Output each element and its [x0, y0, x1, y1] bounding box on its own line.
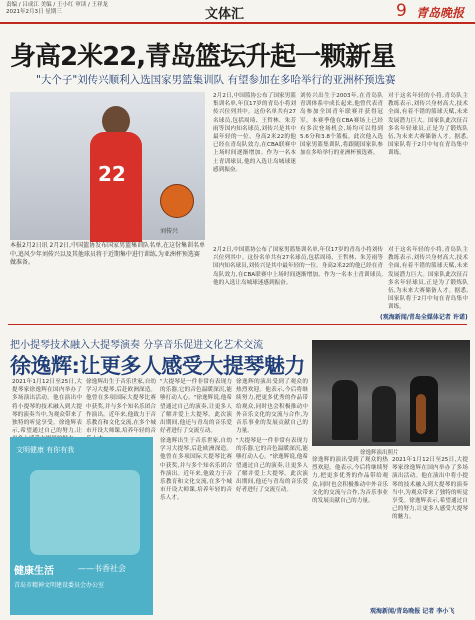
article2-kicker: 把小提琴技术融入大提琴演奏 分享音乐促进文化艺术交流: [10, 340, 264, 351]
photo-label: 刘传兴: [160, 228, 179, 235]
poster-subtitle: ——书香社会: [78, 564, 126, 573]
cello-icon: [416, 394, 426, 434]
article2-photo-caption: 徐逸辉演出照片: [360, 450, 399, 456]
article1-headline: 身高2米22,青岛篮坛升起一颗新星: [10, 42, 396, 72]
musician-figure: [372, 386, 396, 442]
poster-credit: 青岛市精神文明建设委员会办公室: [14, 582, 105, 589]
article1-photo: [10, 92, 205, 240]
jersey-number: 22: [98, 162, 126, 186]
article2-column-8: 2021年1月12日至25日,大提琴家徐逸辉在国内举办了多场演出活动。他在演出中将小提琴的技术融入到大提琴的演奏当中,为观众带来了独特的听觉享受。徐逸辉表示,希望通过自己的努力,让更多人感受大提琴的魅力。: [392, 457, 468, 521]
poster-illustration: [30, 470, 140, 555]
article2-byline: 观海新闻/青岛晚报 记者 李小飞: [370, 608, 455, 615]
article1-photo-caption: 本报2月2日讯 2月2日,中国篮协发布国家男篮集训队名单,在这份集训名单中,追风少年刘传兴以及其他球员将于近期集中进行训练,为亚洲杯预选赛做准备。: [10, 242, 205, 266]
section-title: 文体汇: [205, 7, 245, 22]
article2-column-6: "大提琴是一件非常有表现力的乐器,它的音色温暖深沉,能够打动人心。"徐逸辉说,他希望通过自己的演奏,让更多人了解并爱上大提琴。此次演出期间,他还与青岛的音乐爱好者进行了交流互动。: [236, 438, 308, 494]
article1-column-3: 对于这名年轻的小将,青岛队主教练表示,刘传兴身材高大,技术全面,有着不错的篮球天赋,未来发展潜力巨大。国家队此次征召多名年轻球员,正是为了锻炼队伍,为未来大赛储备人才。据悉,国家队将于2月中旬在青岛集中训练。: [388, 93, 468, 157]
poster-title: 健康生活: [14, 566, 54, 577]
newspaper-logo: 青岛晚报: [416, 6, 465, 20]
page-number: 9: [396, 1, 407, 21]
article1-subhead: "大个子"刘传兴顺利入选国家男篮集训队 有望参加在多哈举行的亚洲杯预选赛: [36, 74, 396, 86]
player-jersey: [90, 132, 142, 242]
article2-concert-photo: [312, 340, 470, 446]
section-divider: [8, 324, 467, 325]
article2-column-3: "大提琴是一件非常有表现力的乐器,它的音色温暖深沉,能够打动人心。"徐逸辉说,他希望通过自己的演奏,让更多人了解并爱上大提琴。此次演出期间,他还与青岛的音乐爱好者进行了交流互动。: [160, 379, 232, 435]
article2-column-7: 徐逸辉的演出受到了观众的热烈欢迎。他表示,今后将继续努力,把更多优秀的作品带给观众,同时也会积极推动中外音乐文化的交流与合作,为音乐事业的发展贡献自己的力量。: [312, 457, 388, 505]
editors-line: 责编 / 吕成江 美编 / 王小红 审读 / 王祥龙: [6, 2, 109, 8]
article2-column-4: 徐逸辉的演出受到了观众的热烈欢迎。他表示,今后将继续努力,把更多优秀的作品带给观众,同时也会积极推动中外音乐文化的交流与合作,为音乐事业的发展贡献自己的力量。: [236, 379, 308, 435]
musician-figure: [332, 380, 358, 440]
article2-column-2: 徐逸辉出生于音乐世家,自幼学习大提琴,后赴欧洲深造。他曾在多项国际大提琴比赛中获奖,并与多个知名乐团合作演出。近年来,他致力于音乐教育和文化交流,在多个城市开设大师课,培养年轻的音: [86, 379, 156, 435]
editor-credits: [6, 2, 116, 16]
article2-column-1: 2021年1月12日至25日,大提琴家徐逸辉在国内举办了多场演出活动。他在演出中将小提琴的技术融入到大提琴的演奏当中,为观众带来了独特的听觉享受。徐逸辉表示,希望通过自己的努力,让: [12, 379, 82, 435]
article1-column-2: 刘传兴出生于2003年,在青岛队青训体系中成长起来,他曾代表青岛参加全国青年联赛并获得冠军。本赛季他在CBA赛场上已经有多次登场机会,场均可以得到5.6分和3.8个篮板。此次他入选国家男篮集训队,将跟随国家队参加在多哈举行的亚洲杯预选赛。: [300, 93, 383, 157]
article2-headline: 徐逸辉:让更多人感受大提琴魅力: [10, 354, 305, 378]
article1-byline: (观海新闻/青岛全媒体记者 许诺): [380, 314, 468, 321]
date-line: 2021年2月3日 星期三: [6, 9, 62, 15]
basketball-icon: [160, 184, 194, 218]
article1-column-4: 2月2日,中国篮协公布了国家男篮集训名单,年仅17岁的青岛小将刘传兴位列其中。这份名单共有27名球员,包括周琦、王哲林、朱芳雨等国内知名球员,刘传兴是其中最年轻的一位。身高2米22的他已经在青岛队效力,在CBA联赛中上场时间逐渐增加。作为一名本土青训球员,他的入选让岛城球迷感到振奋。: [213, 247, 383, 286]
article2-column-5: 徐逸辉出生于音乐世家,自幼学习大提琴,后赴欧洲深造。他曾在多项国际大提琴比赛中获奖,并与多个知名乐团合作演出。近年来,他致力于音乐教育和文化交流,在多个城市开设大师课,培养年轻的音乐人才。: [160, 438, 232, 502]
article1-column-5: 对于这名年轻的小将,青岛队主教练表示,刘传兴身材高大,技术全面,有着不错的篮球天赋,未来发展潜力巨大。国家队此次征召多名年轻球员,正是为了锻炼队伍,为未来大赛储备人才。据悉,国家队将于2月中旬在青岛集中训练。: [388, 247, 468, 311]
poster-slogan: 文明健康 有你有我: [16, 446, 75, 454]
article1-column-1: 2月2日,中国篮协公布了国家男篮集训名单,年仅17岁的青岛小将刘传兴位列其中。这份名单共有27名球员,包括周琦、王哲林、朱芳雨等国内知名球员,刘传兴是其中最年轻的一位。身高2米22的他已经在青岛队效力,在CBA联赛中上场时间逐渐增加。作为一名本土青训球员,他的入选让岛城球迷感到振奋。: [213, 93, 296, 173]
